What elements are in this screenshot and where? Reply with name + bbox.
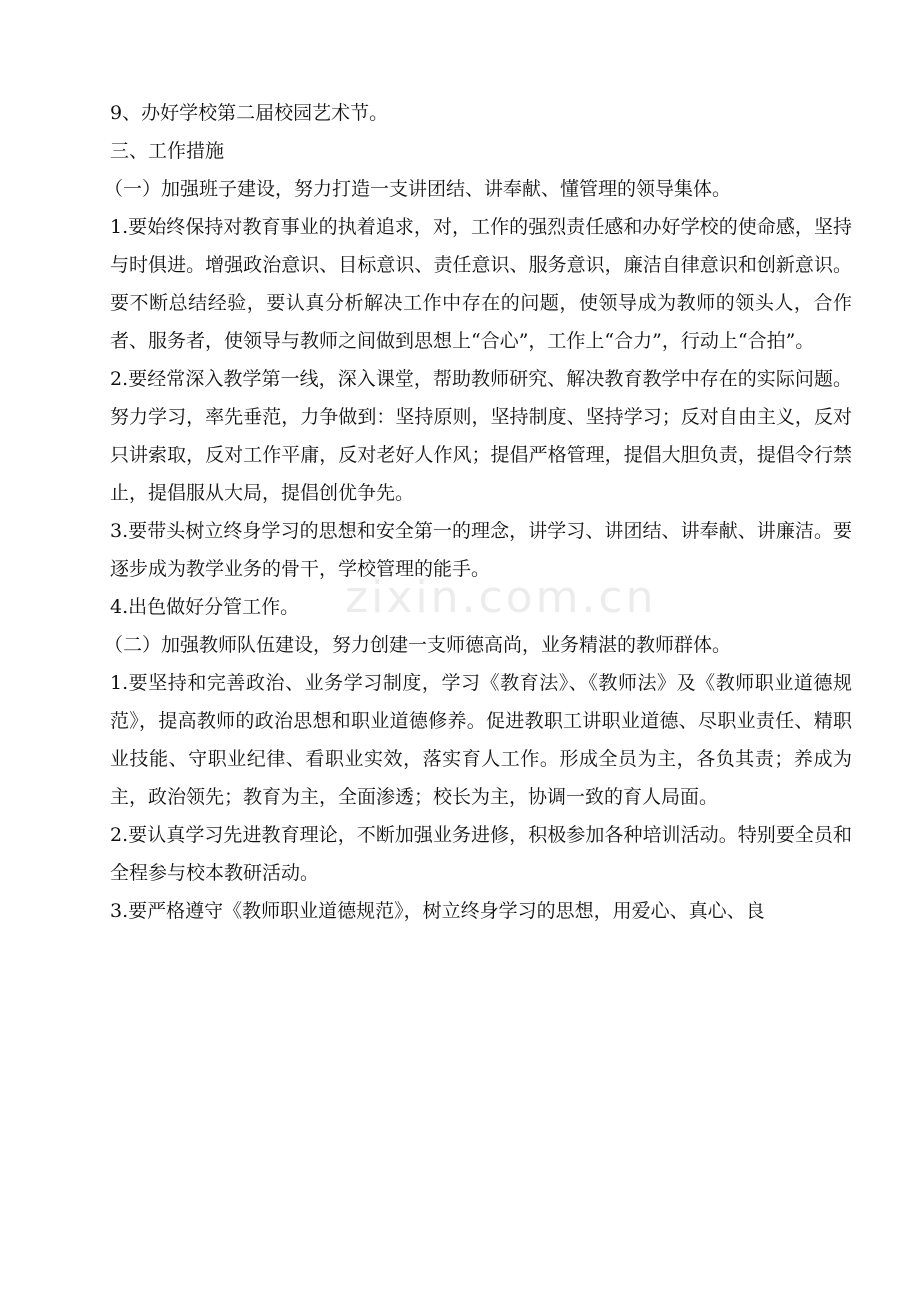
watermark: zixin.com.cn — [345, 572, 657, 623]
section-heading: 三、工作措施 — [110, 140, 225, 162]
list-item-9: 9、办好学校第二届校园艺术节。 — [110, 102, 389, 124]
document-body — [104, 94, 852, 930]
subsection-heading-2: （二）加强教师队伍建设，努力创建一支师德高尚，业务精湛的教师群体。 — [104, 634, 732, 656]
paragraph-2-3: 3.要严格遵守《教师职业道德规范》，树立终身学习的思想，用爱心、真心、良 — [110, 900, 765, 922]
subsection-heading-1: （一）加强班子建设，努力打造一支讲团结、讲奉献、懂管理的领导集体。 — [104, 178, 732, 200]
paragraph-2-1: 1.要坚持和完善政治、业务学习制度，学习《教育法》、《教师法》及《教师职业道德规范》，提高教师的政治思想和职业道德修养。促进教职工讲职业道德、尽职业责任、精职业技能、守职业纪律、看职业实效，落实育人工作。形成全员为主，各负其责；养成为主，政治领先；教育为主，全面渗透；校长为主，协调一致的育人局面。 — [110, 672, 852, 808]
paragraph-1-3: 3.要带头树立终身学习的思想和安全第一的理念，讲学习、讲团结、讲奉献、讲廉洁。要逐步成为教学业务的骨干，学校管理的能手。 — [110, 520, 852, 580]
paragraph-1-4: 4.出色做好分管工作。 — [110, 596, 300, 618]
paragraph-1-2: 2.要经常深入教学第一线，深入课堂，帮助教师研究、解决教育教学中存在的实际问题。努力学习，率先垂范，力争做到：坚持原则，坚持制度、坚持学习；反对自由主义，反对只讲索取，反对工作平庸，反对老好人作风；提倡严格管理，提倡大胆负责，提倡令行禁止，提倡服从大局，提倡创优争先。 — [110, 368, 852, 504]
paragraph-1-1: 1.要始终保持对教育事业的执着追求，对，工作的强烈责任感和办好学校的使命感，坚持与时俱进。增强政治意识、目标意识、责任意识、服务意识，廉洁自律意识和创新意识。要不断总结经验，要认真分析解决工作中存在的问题，使领导成为教师的领头人，合作者、服务者，使领导与教师之间做到思想上“合心”，工作上“合力”，行动上“合拍”。 — [110, 216, 852, 352]
paragraph-2-2: 2.要认真学习先进教育理论，不断加强业务进修，积极参加各种培训活动。特别要全员和全程参与校本教研活动。 — [110, 824, 852, 884]
